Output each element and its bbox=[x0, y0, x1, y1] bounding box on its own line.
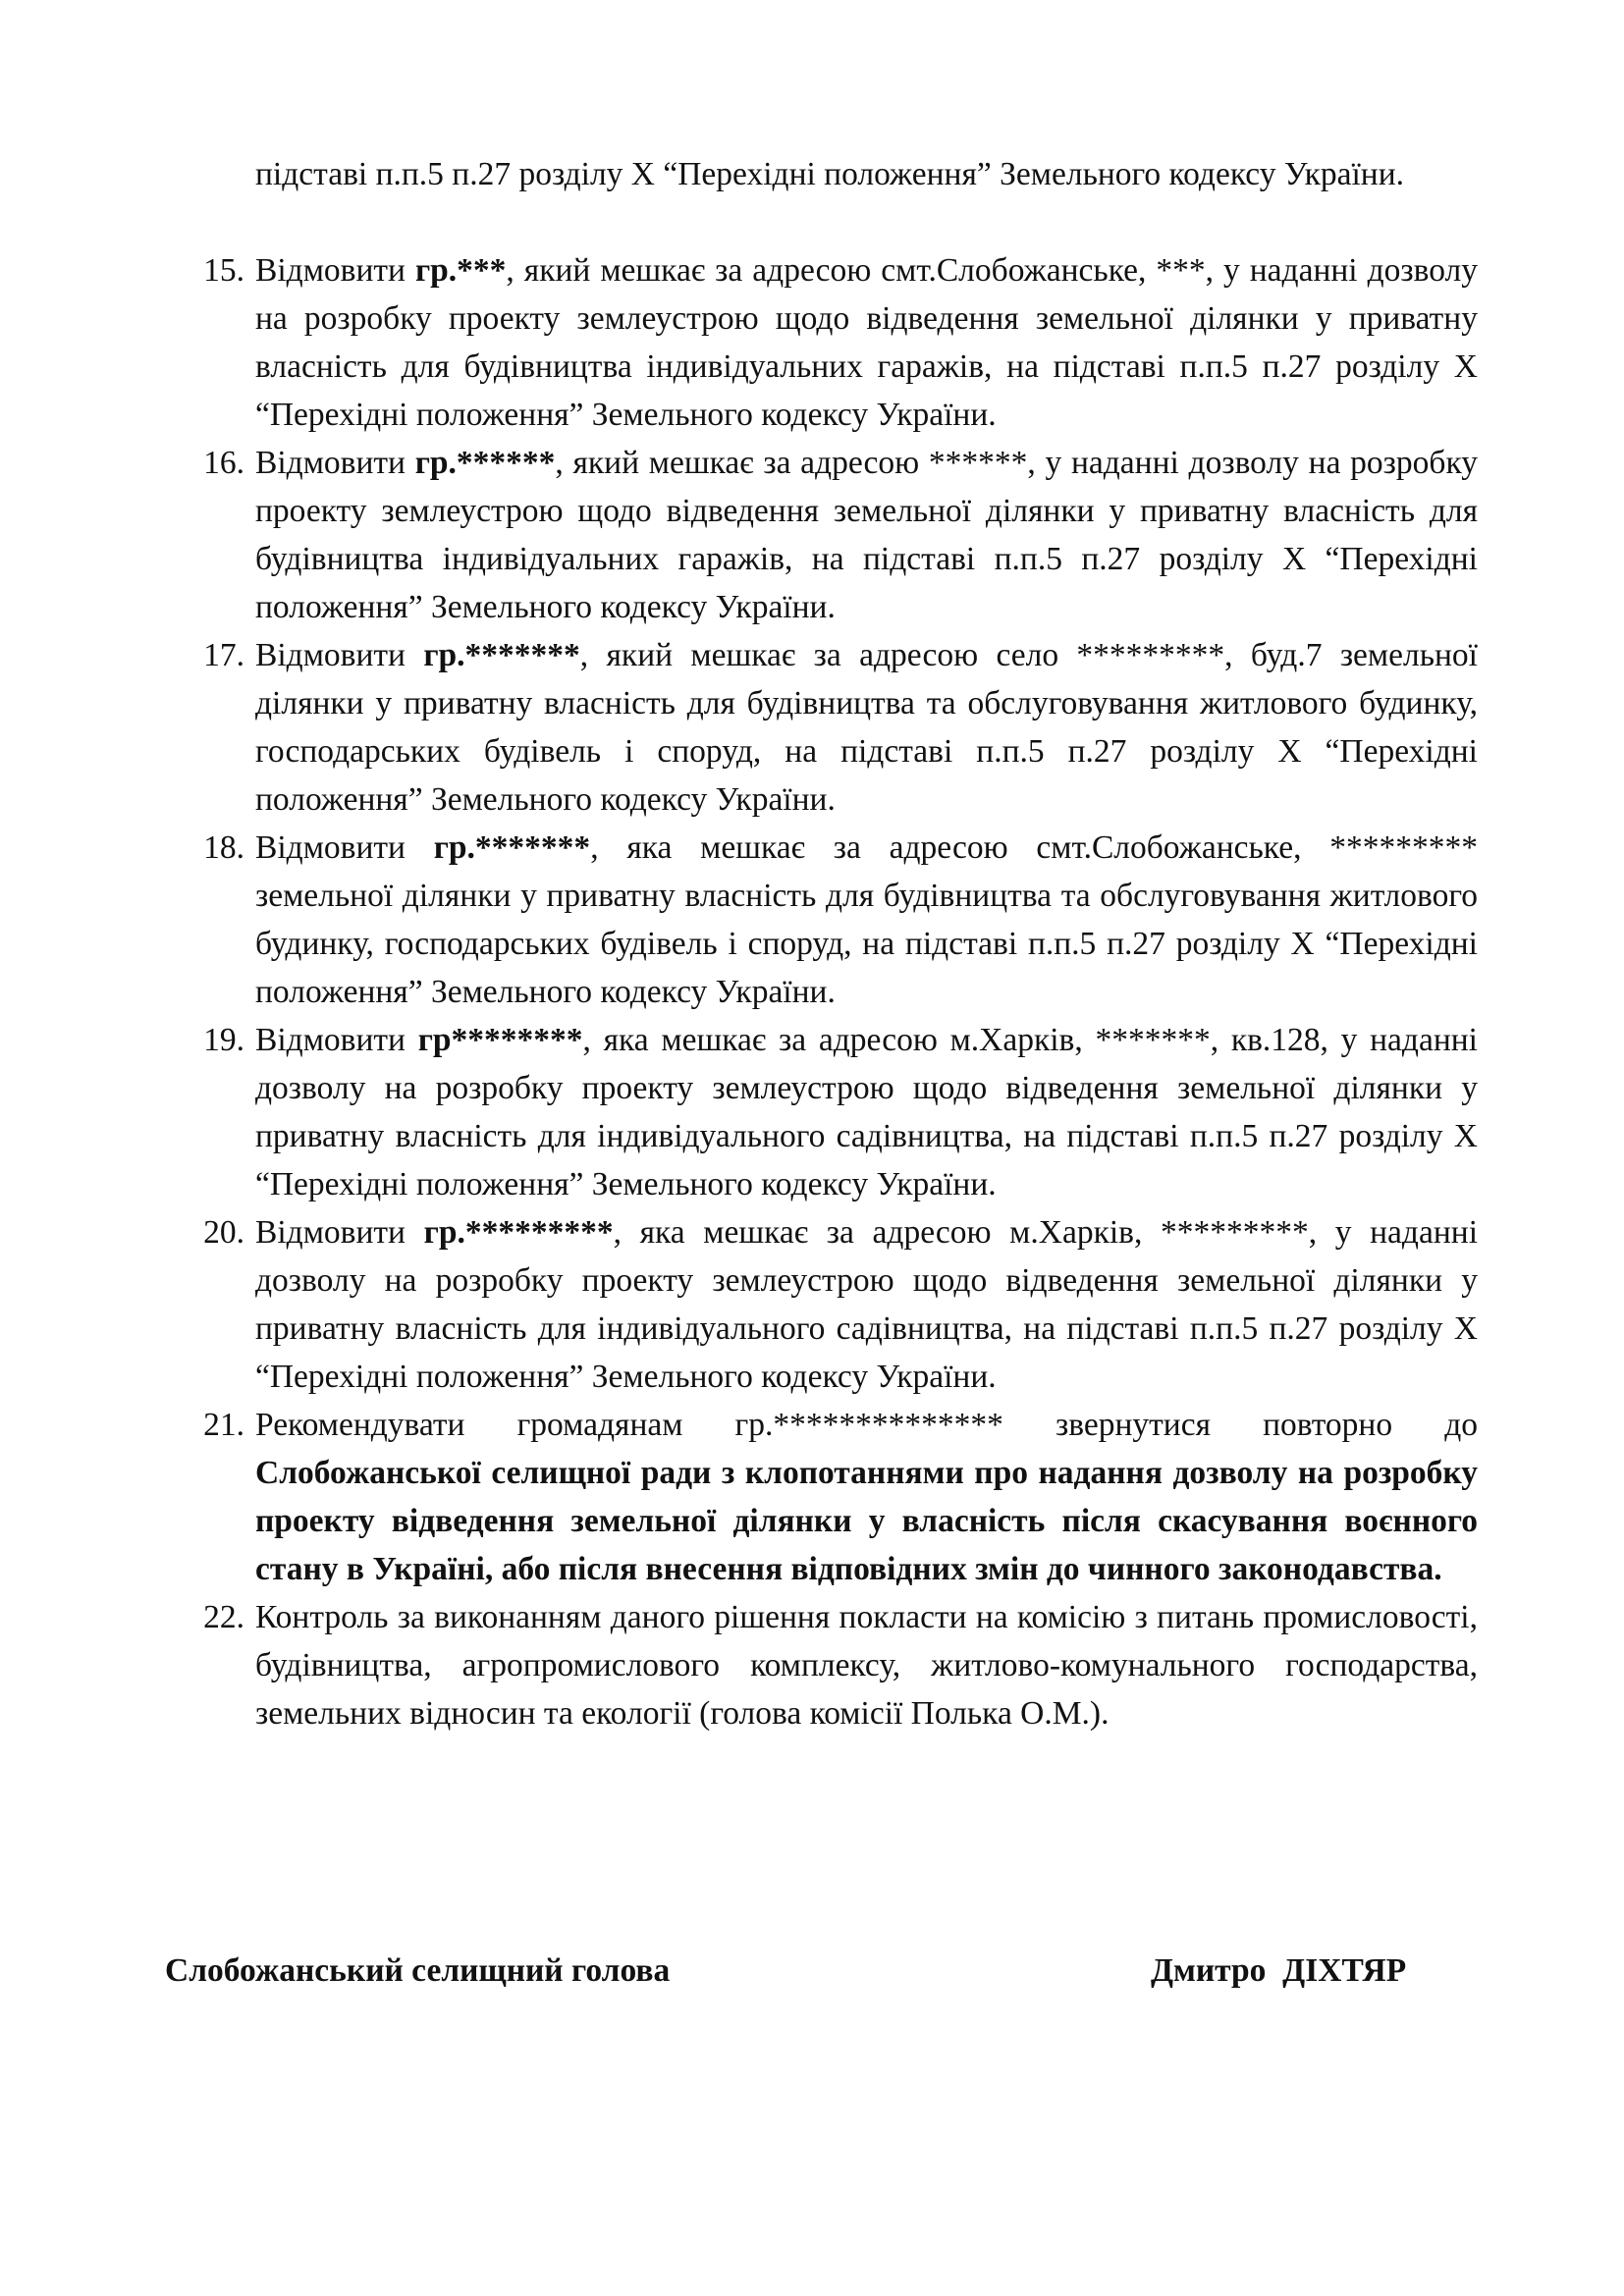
item-lead-text: Відмовити bbox=[255, 445, 415, 481]
item-bold-text: гр.****** bbox=[414, 445, 556, 481]
item-body-text: , який мешкає за адресою село *********, буд.7 земельної ділянки у приватну власність для будівництва та обслуговування житлового будинку, господарських будівель і споруд, на підставі п.п.5 п.27 розділу Х “Перехідні положення” Земельного кодексу України. bbox=[255, 637, 1478, 818]
item-number: 22. bbox=[203, 1599, 244, 1635]
item-body-text: , яка мешкає за адресою м.Харків, *********, у наданні дозволу на розробку проекту землеустрою щодо відведення земельної ділянки у приватну власність для індивідуального садівництва, на підставі п.п.5 п.27 розділу Х “Перехідні положення” Земельного кодексу України. bbox=[255, 1214, 1478, 1395]
item-bold-text: гр******** bbox=[417, 1022, 583, 1058]
item-lead-text: Рекомендувати громадянам гр.************** звернутися повторно до bbox=[255, 1407, 1478, 1443]
item-lead-text: Відмовити bbox=[255, 252, 415, 289]
list-item bbox=[0, 1016, 1478, 1208]
list-item bbox=[0, 824, 1478, 1016]
item-bold-text: Слобожанської селищної ради з клопотаннями про надання дозволу на розробку проекту відведення земельної ділянки у власність після скасування воєнного стану в Україні, або після внесення відповідних змін до чинного законодавства. bbox=[255, 1455, 1478, 1587]
item-lead-text: Відмовити bbox=[255, 1022, 418, 1058]
continuation-paragraph: підставі п.п.5 п.27 розділу Х “Перехідні положення” Земельного кодексу України. bbox=[255, 156, 1405, 192]
list-item bbox=[0, 246, 1478, 439]
item-body-text: , який мешкає за адресою смт.Слобожанське, ***, у наданні дозволу на розробку проекту землеустрою щодо відведення земельної ділянки у приватну власність для будівництва індивідуальних гаражів, на підставі п.п.5 п.27 розділу Х “Перехідні положення” Земельного кодексу України. bbox=[255, 252, 1478, 433]
item-bold-text: гр.*** bbox=[414, 252, 507, 289]
item-body-text: , який мешкає за адресою ******, у наданні дозволу на розробку проекту землеустрою щодо відведення земельної ділянки у приватну власність для будівництва індивідуальних гаражів, на підставі п.п.5 п.27 розділу Х “Перехідні положення” Земельного кодексу України. bbox=[255, 445, 1478, 625]
item-lead-text: Відмовити bbox=[255, 1214, 424, 1251]
item-number: 17. bbox=[203, 637, 244, 673]
item-bold-text: гр.******* bbox=[423, 637, 580, 673]
item-number: 20. bbox=[203, 1214, 244, 1251]
decision-items-list bbox=[0, 246, 1478, 1737]
item-bold-text: гр.******* bbox=[433, 829, 591, 866]
item-body-text: , яка мешкає за адресою м.Харків, *******, кв.128, у наданні дозволу на розробку проекту землеустрою щодо відведення земельної ділянки у приватну власність для індивідуального садівництва, на підставі п.п.5 п.27 розділу Х “Перехідні положення” Земельного кодексу України. bbox=[255, 1022, 1478, 1202]
list-item bbox=[0, 439, 1478, 631]
item-number: 16. bbox=[203, 445, 244, 481]
list-item bbox=[0, 631, 1478, 824]
item-number: 19. bbox=[203, 1022, 244, 1058]
item-body-text: , яка мешкає за адресою смт.Слобожанське, ********* земельної ділянки у приватну власність для будівництва та обслуговування житлового будинку, господарських будівель і споруд, на підставі п.п.5 п.27 розділу Х “Перехідні положення” Земельного кодексу України. bbox=[255, 829, 1478, 1010]
item-number: 21. bbox=[203, 1407, 244, 1443]
list-item bbox=[0, 1593, 1478, 1737]
item-lead-text: Відмовити bbox=[255, 637, 424, 673]
item-lead-text: Контроль за виконанням даного рішення покласти на комісію з питань промисловості, будівництва, агропромислового комплексу, житлово-комунального господарства, земельних відносин та екології (голова комісії Полька О.М.). bbox=[255, 1599, 1478, 1732]
item-number: 18. bbox=[203, 829, 244, 866]
item-number: 15. bbox=[203, 252, 244, 289]
list-item bbox=[0, 1401, 1478, 1593]
item-bold-text: гр.********* bbox=[423, 1214, 614, 1251]
list-item bbox=[0, 1208, 1478, 1401]
signatory-position: Слобожанський селищний голова bbox=[165, 1952, 671, 1989]
item-lead-text: Відмовити bbox=[255, 829, 434, 866]
signatory-name: Дмитро ДІХТЯР bbox=[1151, 1952, 1407, 1989]
